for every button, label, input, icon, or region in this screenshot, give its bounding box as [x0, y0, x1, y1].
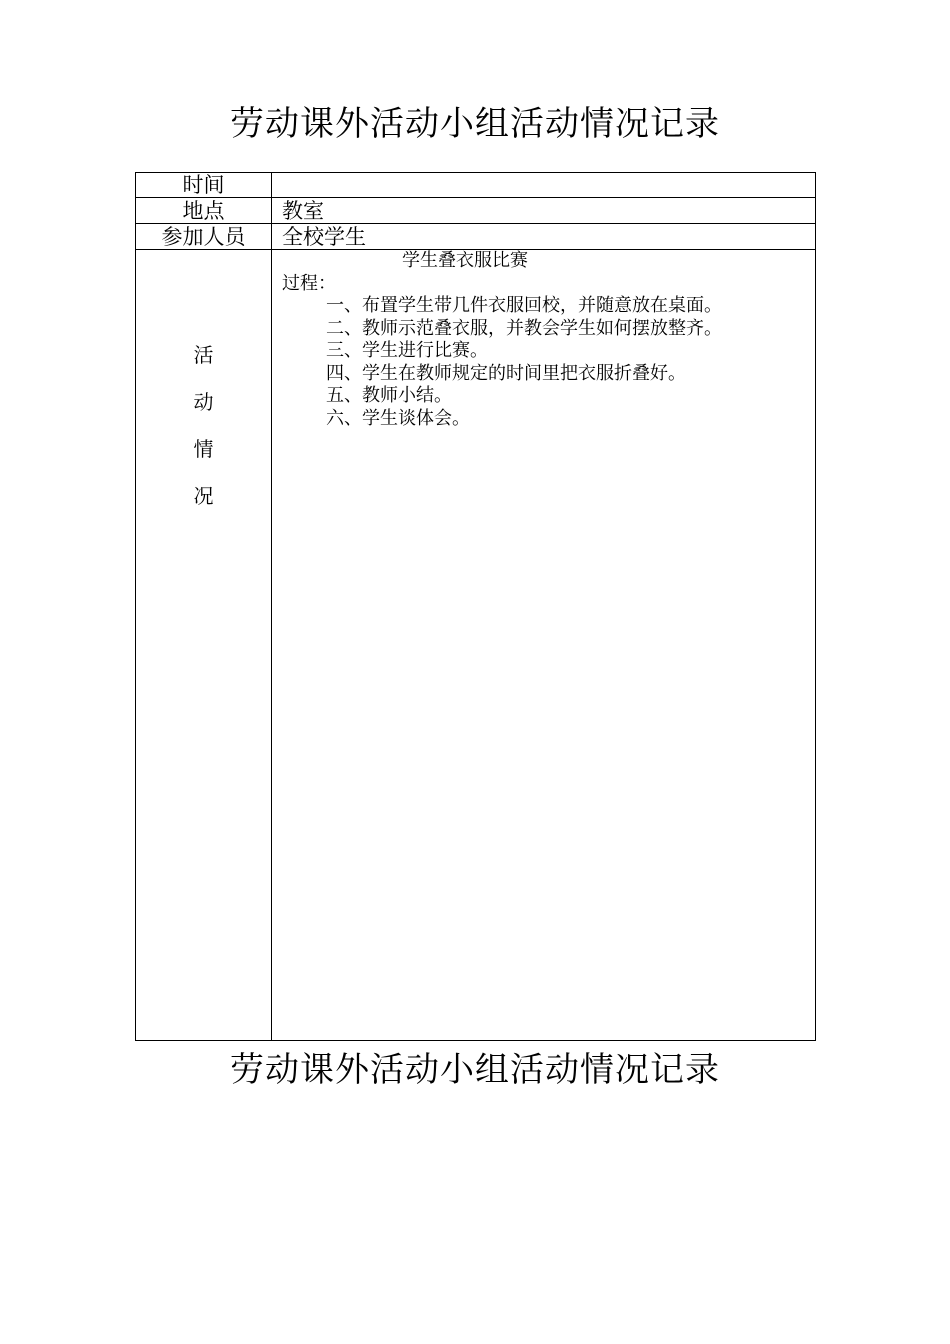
place-row — [136, 198, 816, 224]
activity-label-char: 活 — [193, 343, 214, 367]
place-label: 地点 — [136, 198, 272, 224]
participants-row — [136, 224, 816, 250]
list-item: 五、教师小结。 — [326, 385, 452, 406]
time-row — [136, 173, 816, 198]
activity-row — [136, 250, 816, 1041]
activity-label-cell — [136, 250, 272, 1041]
participants-label: 参加人员 — [136, 224, 272, 250]
list-item: 四、学生在教师规定的时间里把衣服折叠好。 — [326, 362, 686, 384]
participants-value: 全校学生 — [272, 224, 816, 250]
time-label: 时间 — [136, 173, 272, 198]
activity-label-char: 况 — [193, 484, 214, 508]
step-list — [282, 295, 815, 430]
document-title: 劳动课外活动小组活动情况记录 — [230, 104, 720, 144]
activity-content — [272, 250, 815, 430]
footer-title: 劳动课外活动小组活动情况记录 — [230, 1050, 720, 1090]
list-item: 六、学生谈体会。 — [326, 407, 470, 429]
activity-record-table — [135, 172, 816, 1041]
activity-label-char: 动 — [193, 390, 214, 414]
activity-label-char: 情 — [193, 437, 214, 461]
activity-label — [136, 344, 271, 532]
list-item: 三、学生进行比赛。 — [326, 340, 488, 361]
place-value: 教室 — [272, 198, 816, 224]
time-value — [272, 173, 816, 198]
list-item: 一、布置学生带几件衣服回校，并随意放在桌面。 — [326, 295, 722, 316]
activity-content-cell — [272, 250, 816, 1041]
process-label: 过程： — [282, 272, 336, 294]
activity-heading: 学生叠衣服比赛 — [402, 250, 528, 271]
list-item: 二、教师示范叠衣服，并教会学生如何摆放整齐。 — [326, 317, 722, 339]
